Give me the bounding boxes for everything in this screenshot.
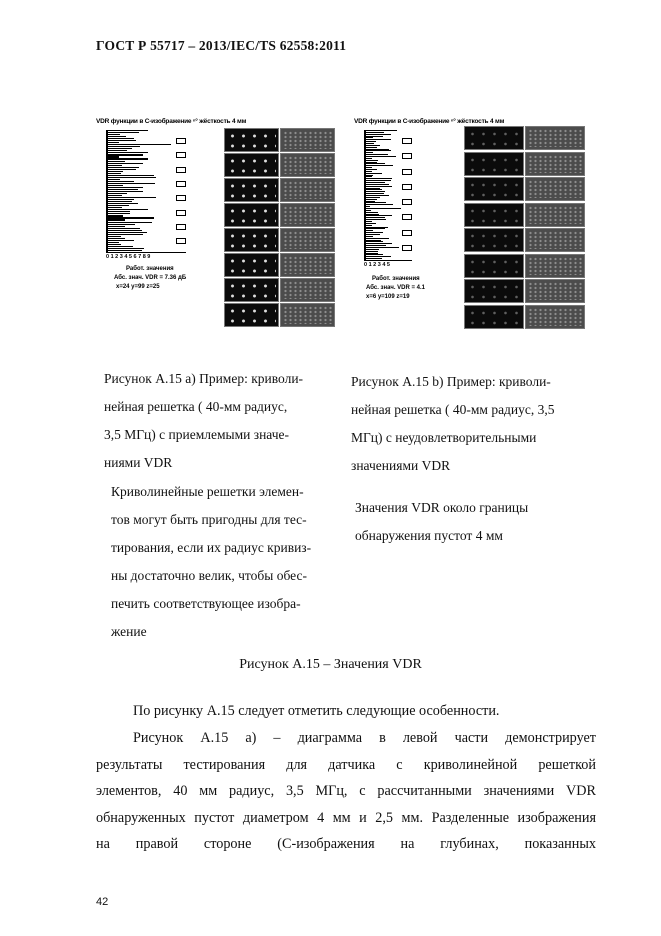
histogram-bar bbox=[366, 147, 377, 148]
histogram-bar bbox=[108, 209, 148, 210]
c-scan-tile bbox=[525, 152, 585, 176]
histogram-bar bbox=[108, 217, 154, 218]
histogram-bar bbox=[108, 203, 138, 204]
note-line: Значения VDR около границы bbox=[355, 500, 529, 515]
histogram-bar bbox=[108, 197, 156, 198]
histogram-bar bbox=[108, 183, 155, 184]
c-scan-texture bbox=[528, 231, 582, 249]
figure-a-note bbox=[111, 478, 351, 646]
c-scan-texture bbox=[528, 129, 582, 147]
c-scan-texture bbox=[283, 306, 332, 324]
histogram-bar bbox=[108, 242, 119, 243]
figure-b-vdr-value: Абс. знач. VDR = 4.1 bbox=[366, 285, 426, 291]
c-scan-texture bbox=[227, 206, 276, 224]
histogram-bar bbox=[366, 180, 391, 181]
figure-b-tick-row: 0 1 2 3 4 5 bbox=[364, 262, 390, 268]
histogram-bar bbox=[366, 228, 385, 229]
c-scan-tile bbox=[280, 128, 335, 152]
caption-line: Рисунок А.15 а) Пример: криволи- bbox=[104, 371, 304, 386]
c-scan-texture bbox=[467, 282, 521, 300]
figure-a-vdr-value: Абс. знач. VDR = 7.36 дБ bbox=[114, 275, 187, 281]
caption-line: нейная решетка ( 40-мм радиус, bbox=[104, 399, 288, 414]
histogram-bar bbox=[366, 154, 388, 155]
c-scan-texture bbox=[467, 180, 521, 198]
c-scan-texture bbox=[528, 282, 582, 300]
histogram-bar bbox=[108, 152, 148, 153]
histogram-bar bbox=[108, 171, 123, 172]
histogram-bar bbox=[108, 238, 125, 239]
c-scan-texture bbox=[227, 181, 276, 199]
histogram-bar bbox=[366, 197, 380, 198]
c-scan-tile bbox=[224, 128, 279, 152]
c-scan-tile bbox=[525, 228, 585, 252]
caption-line: Рисунок А.15 b) Пример: криволи- bbox=[351, 374, 551, 389]
bar-label-box bbox=[176, 181, 186, 187]
c-scan-tile bbox=[525, 254, 585, 278]
c-scan-tile bbox=[280, 203, 335, 227]
figure-title: Рисунок А.15 – Значения VDR bbox=[239, 657, 422, 672]
histogram-bar bbox=[108, 230, 142, 231]
histogram-bar bbox=[108, 173, 121, 174]
histogram-bar bbox=[366, 204, 393, 205]
histogram-bar bbox=[366, 139, 391, 140]
bar-label-box bbox=[402, 184, 412, 190]
note-line: тов могут быть пригодны для тес- bbox=[111, 512, 307, 527]
histogram-bar bbox=[108, 195, 122, 196]
c-scan-tile bbox=[464, 177, 524, 201]
histogram-bar bbox=[366, 184, 389, 185]
histogram-bar bbox=[366, 238, 389, 239]
histogram-bar bbox=[366, 132, 384, 133]
histogram-bar bbox=[108, 246, 133, 247]
c-scan-texture bbox=[227, 281, 276, 299]
histogram-bar bbox=[108, 179, 120, 180]
page-number: 42 bbox=[96, 896, 109, 908]
c-scan-tile bbox=[280, 303, 335, 327]
histogram-bar bbox=[366, 253, 378, 254]
c-scan-tile bbox=[525, 305, 585, 329]
bar-label-box bbox=[402, 214, 412, 220]
histogram-bar bbox=[366, 165, 393, 166]
c-scan-texture bbox=[467, 129, 521, 147]
histogram-bar bbox=[108, 213, 130, 214]
c-scan-texture bbox=[528, 155, 582, 173]
c-scan-texture bbox=[467, 231, 521, 249]
bar-label-box bbox=[176, 210, 186, 216]
figure-a-panel-title: VDR функции в С-изображение ⁿ° жёсткость 4 мм bbox=[96, 118, 247, 125]
c-scan-tile bbox=[464, 254, 524, 278]
c-scan-tile bbox=[224, 228, 279, 252]
body-line: элементов, 40 мм радиус, 3,5 МГц, с рассчитанными значениями VDR bbox=[96, 783, 596, 799]
c-scan-tile bbox=[280, 228, 335, 252]
histogram-bar bbox=[366, 232, 383, 233]
figure-b-coordinates: x=6 y=109 z=19 bbox=[366, 294, 410, 300]
histogram-bar bbox=[108, 142, 119, 143]
histogram-bar bbox=[108, 232, 147, 233]
histogram-bar bbox=[366, 158, 372, 159]
figure-a-image bbox=[96, 118, 336, 330]
histogram-bar bbox=[108, 201, 132, 202]
c-scan-texture bbox=[227, 156, 276, 174]
c-scan-tile bbox=[525, 177, 585, 201]
histogram-bar bbox=[108, 167, 139, 168]
c-scan-texture bbox=[227, 306, 276, 324]
histogram-bar bbox=[108, 185, 123, 186]
histogram-bar bbox=[108, 169, 136, 170]
histogram-bar bbox=[108, 161, 125, 162]
histogram-bar bbox=[108, 207, 122, 208]
histogram-bar bbox=[366, 258, 382, 259]
c-scan-texture bbox=[283, 281, 332, 299]
histogram-bar bbox=[366, 152, 373, 153]
histogram-bar bbox=[366, 150, 391, 151]
histogram-bar bbox=[108, 146, 140, 147]
c-scan-texture bbox=[283, 206, 332, 224]
histogram-bar bbox=[108, 215, 123, 216]
figure-b-bar-plot bbox=[364, 130, 412, 261]
c-scan-tile bbox=[224, 153, 279, 177]
c-scan-tile bbox=[525, 126, 585, 150]
c-scan-texture bbox=[467, 206, 521, 224]
histogram-bar bbox=[366, 201, 375, 202]
histogram-bar bbox=[108, 175, 154, 176]
histogram-bar bbox=[366, 245, 386, 246]
body-line: Рисунок А.15 а) – диаграмма в левой части демонстрирует bbox=[133, 730, 596, 746]
bar-label-box bbox=[176, 195, 186, 201]
figure-b-axis-label: Работ. значения bbox=[372, 276, 420, 282]
histogram-bar bbox=[366, 188, 380, 189]
histogram-bar bbox=[366, 162, 377, 163]
histogram-bar bbox=[108, 177, 156, 178]
histogram-bar bbox=[366, 178, 392, 179]
histogram-bar bbox=[366, 193, 384, 194]
histogram-bar bbox=[108, 189, 138, 190]
histogram-bar bbox=[108, 165, 122, 166]
bar-label-box bbox=[176, 167, 186, 173]
c-scan-texture bbox=[283, 256, 332, 274]
body-paragraph-1: По рисунку А.15 следует отметить следующие особенности. bbox=[133, 703, 500, 719]
body-line: результаты тестирования для датчика с криволинейной решеткой bbox=[96, 756, 596, 773]
c-scan-tile bbox=[280, 253, 335, 277]
figure-b-image bbox=[354, 118, 594, 330]
histogram-bar bbox=[366, 137, 373, 138]
c-scan-texture bbox=[283, 156, 332, 174]
c-scan-tile bbox=[224, 278, 279, 302]
histogram-bar bbox=[366, 167, 372, 168]
c-scan-texture bbox=[283, 231, 332, 249]
histogram-bar bbox=[108, 191, 143, 192]
histogram-bar bbox=[366, 186, 392, 187]
bar-label-box bbox=[402, 138, 412, 144]
histogram-bar bbox=[366, 149, 389, 150]
c-scan-texture bbox=[227, 256, 276, 274]
c-scan-texture bbox=[283, 131, 332, 149]
c-scan-tile bbox=[280, 178, 335, 202]
c-scan-texture bbox=[467, 257, 521, 275]
histogram-bar bbox=[108, 199, 134, 200]
histogram-bar bbox=[108, 140, 136, 141]
figure-a-caption bbox=[104, 365, 344, 477]
histogram-bar bbox=[366, 173, 382, 174]
histogram-bar bbox=[366, 254, 383, 255]
histogram-bar bbox=[108, 187, 143, 188]
note-line: печить соответствующее изобра- bbox=[111, 596, 301, 611]
c-scan-texture bbox=[528, 257, 582, 275]
c-scan-tile bbox=[525, 279, 585, 303]
bar-label-box bbox=[402, 230, 412, 236]
histogram-bar bbox=[108, 163, 143, 164]
body-line: обнаруженных пустот диаметром 4 мм и 2,5 мм. Разделенные изображения bbox=[96, 809, 596, 826]
c-scan-tile bbox=[280, 153, 335, 177]
histogram-bar bbox=[366, 199, 377, 200]
note-line: жение bbox=[111, 624, 147, 639]
figure-a-coordinates: x=24 y=99 z=25 bbox=[116, 284, 160, 290]
histogram-bar bbox=[108, 224, 135, 225]
histogram-bar bbox=[108, 236, 121, 237]
histogram-bar bbox=[366, 136, 383, 137]
histogram-bar bbox=[366, 219, 386, 220]
histogram-bar bbox=[366, 134, 391, 135]
histogram-bar bbox=[108, 193, 127, 194]
histogram-bar bbox=[108, 150, 127, 151]
histogram-bar bbox=[108, 148, 132, 149]
caption-line: 3,5 МГц) с приемлемыми значе- bbox=[104, 427, 290, 442]
figure-b-caption bbox=[351, 368, 601, 480]
c-scan-tile bbox=[224, 303, 279, 327]
histogram-bar bbox=[108, 226, 125, 227]
histogram-bar bbox=[366, 243, 392, 244]
histogram-bar bbox=[108, 250, 142, 251]
bar-label-box bbox=[402, 245, 412, 251]
c-scan-texture bbox=[528, 206, 582, 224]
c-scan-tile bbox=[224, 203, 279, 227]
bar-label-box bbox=[402, 169, 412, 175]
note-line: ны достаточно велик, чтобы обес- bbox=[111, 568, 307, 583]
histogram-bar bbox=[366, 217, 385, 218]
figure-b-note bbox=[355, 494, 595, 550]
c-scan-texture bbox=[283, 181, 332, 199]
histogram-bar bbox=[108, 138, 134, 139]
histogram-bar bbox=[366, 175, 373, 176]
c-scan-tile bbox=[464, 203, 524, 227]
histogram-bar bbox=[108, 144, 171, 145]
histogram-bar bbox=[366, 206, 370, 207]
histogram-bar bbox=[108, 211, 130, 212]
body-paragraph-2 bbox=[96, 725, 596, 858]
caption-line: МГц) с неудовлетворительными bbox=[351, 430, 537, 445]
histogram-bar bbox=[366, 214, 379, 215]
c-scan-texture bbox=[528, 308, 582, 326]
bar-label-box bbox=[176, 152, 186, 158]
histogram-bar bbox=[366, 240, 381, 241]
histogram-bar bbox=[366, 210, 371, 211]
c-scan-tile bbox=[464, 126, 524, 150]
histogram-bar bbox=[108, 154, 143, 155]
histogram-bar bbox=[366, 202, 386, 203]
histogram-bar bbox=[108, 136, 126, 137]
histogram-bar bbox=[366, 223, 376, 224]
histogram-bar bbox=[108, 130, 148, 131]
histogram-bar bbox=[366, 145, 380, 146]
c-scan-tile bbox=[525, 203, 585, 227]
c-scan-tile bbox=[464, 279, 524, 303]
figure-a-bar-plot bbox=[106, 130, 186, 253]
histogram-bar bbox=[366, 191, 385, 192]
histogram-bar bbox=[366, 208, 401, 209]
c-scan-tile bbox=[224, 253, 279, 277]
note-line: Криволинейные решетки элемен- bbox=[111, 484, 304, 499]
caption-line: значениями VDR bbox=[351, 458, 451, 473]
histogram-bar bbox=[108, 244, 121, 245]
c-scan-tile bbox=[224, 178, 279, 202]
figure-a-axis-label: Работ. значения bbox=[126, 266, 174, 272]
histogram-bar bbox=[108, 222, 152, 223]
histogram-bar bbox=[108, 158, 148, 159]
histogram-bar bbox=[366, 241, 383, 242]
c-scan-texture bbox=[227, 131, 276, 149]
c-scan-texture bbox=[467, 155, 521, 173]
caption-line: нейная решетка ( 40-мм радиус, 3,5 bbox=[351, 402, 555, 417]
bar-label-box bbox=[176, 238, 186, 244]
histogram-bar bbox=[108, 234, 143, 235]
figure-a-tick-row: 0 1 2 3 4 5 6 7 8 9 bbox=[106, 254, 151, 260]
histogram-bar bbox=[366, 160, 378, 161]
histogram-bar bbox=[366, 212, 378, 213]
histogram-bar bbox=[108, 134, 120, 135]
figure-b-panel-title: VDR функции в С-изображение ⁿ° жёсткость 4 мм bbox=[354, 118, 505, 125]
caption-line: ниями VDR bbox=[104, 455, 173, 470]
c-scan-tile bbox=[280, 278, 335, 302]
bar-label-box bbox=[176, 224, 186, 230]
c-scan-texture bbox=[467, 308, 521, 326]
c-scan-tile bbox=[464, 152, 524, 176]
bar-label-box bbox=[402, 153, 412, 159]
c-scan-texture bbox=[227, 231, 276, 249]
histogram-bar bbox=[366, 225, 372, 226]
histogram-bar bbox=[366, 256, 391, 257]
histogram-bar bbox=[366, 176, 372, 177]
histogram-bar bbox=[366, 141, 376, 142]
histogram-bar bbox=[108, 156, 119, 157]
histogram-bar bbox=[366, 171, 372, 172]
bar-label-box bbox=[402, 199, 412, 205]
c-scan-tile bbox=[464, 228, 524, 252]
histogram-bar bbox=[366, 215, 392, 216]
histogram-bar bbox=[108, 219, 125, 220]
histogram-bar bbox=[108, 181, 134, 182]
note-line: обнаружения пустот 4 мм bbox=[355, 528, 503, 543]
histogram-bar bbox=[108, 228, 140, 229]
histogram-bar bbox=[366, 189, 382, 190]
histogram-bar bbox=[366, 227, 388, 228]
histogram-bar bbox=[108, 132, 139, 133]
histogram-bar bbox=[108, 248, 144, 249]
histogram-bar bbox=[366, 251, 378, 252]
histogram-bar bbox=[108, 240, 134, 241]
histogram-bar bbox=[366, 163, 385, 164]
histogram-bar bbox=[366, 249, 379, 250]
c-scan-texture bbox=[528, 180, 582, 198]
c-scan-tile bbox=[464, 305, 524, 329]
body-line: на правой стороне (С-изображения на глубинах, показанных bbox=[96, 836, 596, 852]
note-line: тирования, если их радиус кривиз- bbox=[111, 540, 312, 555]
document-header: ГОСТ Р 55717 – 2013/IEC/TS 62558:2011 bbox=[96, 38, 347, 53]
bar-label-box bbox=[176, 138, 186, 144]
histogram-bar bbox=[366, 236, 373, 237]
histogram-bar bbox=[366, 230, 373, 231]
histogram-bar bbox=[108, 205, 129, 206]
